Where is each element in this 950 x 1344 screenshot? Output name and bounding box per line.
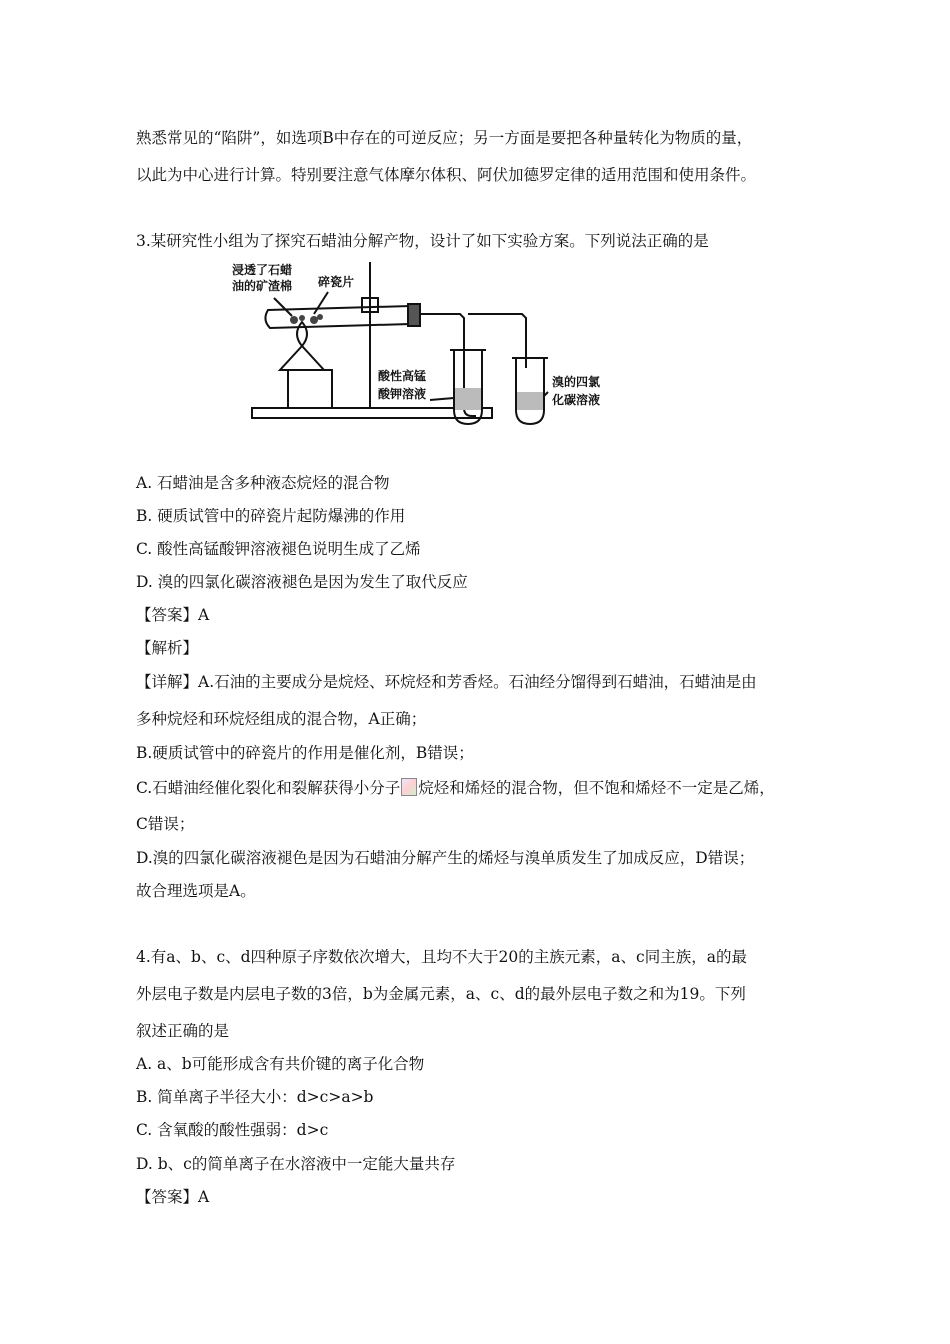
test-tube-br2	[516, 358, 544, 424]
label-porcelain: 碎瓷片	[318, 275, 355, 289]
q4-option-d: D. b、c的简单离子在水溶液中一定能大量共存	[136, 1155, 456, 1173]
q4-stem-2: 外层电子数是内层电子数的3倍，b为金属元素，a、c、d的最外层电子数之和为19。下列	[136, 985, 746, 1003]
label-mineral-wool-2: 油的矿渣棉	[232, 279, 293, 293]
label-br2-2: 化碳溶液	[552, 393, 601, 407]
q4-option-c: C. 含氧酸的酸性强弱：d>c	[136, 1121, 329, 1139]
q3-answer: 【答案】A	[136, 606, 210, 624]
q4-option-a: A. a、b可能形成含有共价键的离子化合物	[136, 1055, 425, 1073]
apparatus-diagram	[232, 258, 626, 430]
lamp-top	[280, 346, 324, 370]
test-tube-kmno4	[454, 350, 482, 424]
lamp-body	[288, 370, 332, 408]
q3-detail-6: D.溴的四氯化碳溶液褪色是因为石蜡油分解产生的烯烃与溴单质发生了加成反应，D错误；	[136, 849, 755, 867]
q3-detail-4	[136, 778, 775, 798]
q4-answer: 【答案】A	[136, 1188, 210, 1206]
intro-line-1: 熟悉常见的“陷阱”，如选项B中存在的可逆反应；另一方面是要把各种量转化为物质的量，	[136, 129, 753, 147]
q4-stem-1: 4.有a、b、c、d四种原子序数依次增大，且均不大于20的主族元素，a、c同主族，a的最	[136, 948, 747, 966]
label-kmno4-2: 酸钾溶液	[378, 387, 427, 401]
apparatus-figure	[232, 258, 626, 430]
q3-detail-4a: C.石蜡油经催化裂化和裂解获得小分子	[136, 779, 401, 797]
label-mineral-wool-1: 浸透了石蜡	[232, 263, 293, 277]
q3-detail-3: B.硬质试管中的碎瓷片的作用是催化剂，B错误；	[136, 744, 474, 762]
q3-option-b: B. 硬质试管中的碎瓷片起防爆沸的作用	[136, 507, 406, 525]
q3-detail-5: C错误；	[136, 815, 195, 833]
flame	[297, 322, 307, 346]
delivery-tube-2	[468, 314, 526, 368]
q3-analysis-title: 【解析】	[136, 639, 199, 657]
q4-stem-3: 叙述正确的是	[136, 1022, 230, 1040]
q3-detail-1: 【详解】A.石油的主要成分是烷烃、环烷烃和芳香烃。石油经分馏得到石蜡油，石蜡油是由	[136, 673, 757, 691]
q3-detail-2: 多种烷烃和环烷烃组成的混合物，A正确；	[136, 710, 427, 728]
intro-line-2: 以此为中心进行计算。特别要注意气体摩尔体积、阿伏加德罗定律的适用范围和使用条件。	[136, 166, 757, 184]
q3-detail-4b: 烷烃和烯烃的混合物，但不饱和烯烃不一定是乙烯，	[418, 779, 775, 797]
q3-stem: 3.某研究性小组为了探究石蜡油分解产物，设计了如下实验方案。下列说法正确的是	[136, 232, 709, 250]
delivery-tube-1	[420, 314, 464, 358]
broken-image-icon	[401, 778, 417, 796]
label-kmno4-1: 酸性高锰	[378, 369, 427, 383]
q3-detail-7: 故合理选项是A。	[136, 882, 256, 900]
q4-option-b: B. 简单离子半径大小：d>c>a>b	[136, 1088, 374, 1106]
hard-test-tube	[265, 306, 410, 328]
q3-option-a: A. 石蜡油是含多种液态烷烃的混合物	[136, 474, 390, 492]
stopper	[408, 304, 420, 326]
q3-option-d: D. 溴的四氯化碳溶液褪色是因为发生了取代反应	[136, 573, 468, 591]
q3-option-c: C. 酸性高锰酸钾溶液褪色说明生成了乙烯	[136, 540, 421, 558]
label-br2-1: 溴的四氯	[552, 375, 601, 389]
